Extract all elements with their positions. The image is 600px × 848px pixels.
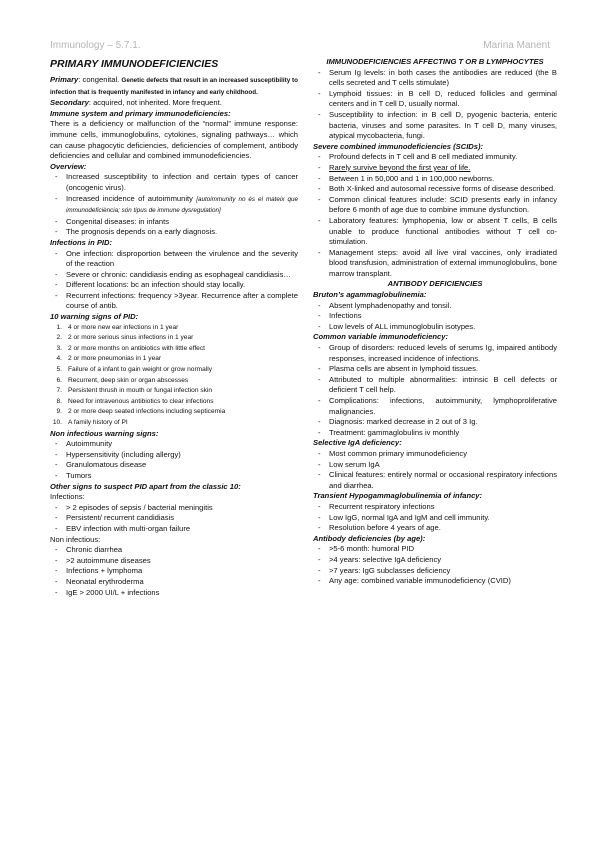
page-header [50, 40, 550, 51]
noninf-list [50, 439, 298, 481]
list-item: - Recurrent infections: frequency >3year. Recurrence after a complete course of antib. [50, 291, 298, 312]
list-item: 8. Need for intravenous antibiotics to clear infections [56, 397, 214, 405]
list-item: 5. Failure of a infant to gain weight or grow normally [56, 366, 213, 374]
list-item: - Between 1 in 50,000 and 1 in 100,000 newborns. [313, 174, 557, 185]
thi-list [313, 502, 557, 534]
list-item: - >5-6 month: humoral PID [313, 544, 557, 555]
list-item: - Lymphoid tissues: in B cell D, reduced follicles and germinal centers and in T cell D, usually normal. [313, 89, 557, 110]
list-item: - Clinical features: entirely normal or occasional respiratory infections and diarrhea. [313, 470, 557, 491]
warning-list [50, 323, 298, 429]
bruton-list [313, 301, 557, 333]
overview-note: [autoimmunity no és el mateix que immunodeficiència; són tipus de immune dysregulation] [66, 195, 298, 215]
list-item: - Serum Ig levels: in both cases the antibodies are reduced (the B cells secreted and T cells stimulate) [313, 68, 557, 89]
list-item: - Susceptibility to infection: in B cell D, pyogenic bacteria, enteric bacteria, viruses and some parasites. In T cell D, many viruses, atypical mycobacteria, fungi. [313, 110, 557, 142]
other-heading: Other signs to suspect PID apart from the classic 10: [50, 481, 241, 491]
list-item: - Group of disorders: reduced levels of serums Ig, impaired antibody responses, increased incidence of infections. [313, 343, 557, 364]
list-item: - Hypersensitivity (including allergy) [50, 450, 298, 461]
thi-heading: Transient Hypogammaglobulinemia of infancy: [313, 491, 483, 501]
other-infections-list [50, 503, 298, 535]
list-item: - Resolution before 4 years of age. [313, 523, 557, 534]
secondary-label: Secondary [50, 98, 89, 108]
iga-heading: Selective IgA deficiency: [313, 438, 402, 448]
list-item: 9. 2 or more deep seated infections including septicemia [56, 408, 226, 416]
list-item: - IgE > 2000 UI/L + infections [50, 588, 298, 599]
left-column [50, 57, 298, 598]
primary-definition [50, 75, 298, 98]
list-item: - Persistent/ recurrent candidiasis [50, 513, 298, 524]
list-item: - Treatment: gammaglobulins iv monthly [313, 428, 557, 439]
other-noninf-list [50, 545, 298, 598]
list-item: - Infections + lymphoma [50, 566, 298, 577]
list-item: 7. Persistent thrush in mouth or fungal infection skin [56, 387, 213, 395]
immune-text: There is a deficiency or malfunction of the “normal” immune response: immune cells, immunoglobulins, cytokines, signaling pathways… which can cause phagocytic deficiencies, deficiencies of complement, antibody deficiencies and cellular and combined immunodeficiencies. [50, 119, 298, 161]
list-item: - Different locations: bc an infection should stay locally. [50, 280, 298, 291]
list-item: - The prognosis depends on a early diagnosis. [50, 227, 298, 238]
list-item: - >7 years: IgG subclasses deficiency [313, 566, 557, 577]
tb-heading: IMMUNODEFICIENCIES AFFECTING T OR B LYMPHOCYTES [326, 57, 544, 66]
list-item: - Autoimmunity [50, 439, 298, 450]
list-item: - Chronic diarrhea [50, 545, 298, 556]
secondary-value: : acquired, not inherited. More frequent. [88, 98, 222, 108]
list-item: - Any age: combined variable immunodeficiency (CVID) [313, 576, 557, 587]
list-item: 10. A family history of PI [52, 419, 128, 426]
cvid-list [313, 343, 557, 438]
primary-detail: Genetic defects that result in an increased susceptibility to infection that is frequently manifested in infancy and early childhood. [50, 77, 298, 96]
list-item: - Most common primary immunodeficiency [313, 449, 557, 460]
overview-heading: Overview: [50, 161, 87, 171]
list-item: - Complications: infections, autoimmunity, lymphoproliferative malignancies. [313, 396, 557, 417]
list-item: - Absent lymphadenopathy and tonsil. [313, 301, 557, 312]
list-item: - Low IgG, normal IgA and IgM and cell immunity. [313, 513, 557, 524]
list-item: - EBV infection with multi-organ failure [50, 524, 298, 535]
list-item: - Low serum IgA [313, 460, 557, 471]
header-author: Marina Manent [483, 40, 550, 51]
list-item: - Both X-linked and autosomal recessive forms of disease described. [313, 184, 557, 195]
list-item: - Severe or chronic: candidiasis ending as esophageal candidiasis… [50, 270, 298, 281]
header-course: Immunology – 5.7.1. [50, 40, 141, 51]
list-item: - Management steps: avoid all live viral vaccines, only irradiated blood transfusion, administration of external immunoglobulins, bone marrow transplant. [313, 248, 557, 280]
list-item: - Low levels of ALL immunoglobulin isotypes. [313, 322, 557, 333]
list-item: 4. 2 or more pneumonias in 1 year [56, 355, 162, 363]
secondary-definition [50, 98, 298, 109]
list-item: - Increased susceptibility to infection and certain types of cancer (oncogenic virus). [50, 172, 298, 193]
list-item: - Congenital diseases: in infants [50, 217, 298, 228]
list-item: 6. Recurrent, deep skin or organ abscesses [56, 376, 189, 384]
right-column [313, 57, 557, 587]
list-item: - Attributed to multiple abnormalities: intrinsic B cell defects or deficient T cell help. [313, 375, 557, 396]
cvid-heading: Common variable immunodeficiency: [313, 332, 449, 342]
other-noninf-label: Non infectious: [50, 534, 101, 544]
overview-list [50, 172, 298, 238]
ab-heading: ANTIBODY DEFICIENCIES [387, 279, 483, 289]
scid-heading: Severe combined immunodeficiencies (SCIDs): [313, 141, 484, 151]
list-item: - Diagnosis: marked decrease in 2 out of 3 Ig. [313, 417, 557, 428]
list-item: - Neonatal erythroderma [50, 577, 298, 588]
infections-list [50, 249, 298, 313]
list-item: - One infection: disproportion between the virulence and the severity of the reaction [50, 249, 298, 270]
list-item: 1. 4 or more new ear infections in 1 year [56, 323, 179, 331]
infections-heading: Infections in PID: [50, 237, 113, 247]
bruton-heading: Bruton’s agammaglobulinemia: [313, 290, 427, 300]
page-title: PRIMARY IMMUNODEFICIENCIES [50, 58, 219, 70]
list-item: - >2 autoimmune diseases [50, 556, 298, 567]
age-list [313, 544, 557, 586]
tb-list [313, 68, 557, 142]
warning-heading: 10 warning signs of PID: [50, 312, 139, 322]
other-infections-label: Infections: [50, 492, 85, 502]
list-item: - Common clinical features include: SCID presents early in infancy before 6 month of age due to combine immune dysfunction. [313, 195, 557, 216]
list-item: - Laboratory features: lymphopenia, low or absent T cells, B cells unable to produce functional antibodies without T cell co-stimulation. [313, 216, 557, 248]
list-item: - Tumors [50, 471, 298, 482]
list-item: - Plasma cells are absent in lymphoid tissues. [313, 364, 557, 375]
list-item: 2. 2 or more serious sinus infections in 1 year [56, 334, 194, 342]
list-item: - Rarely survive beyond the first year of life. [313, 163, 557, 174]
scid-list [313, 152, 557, 279]
list-item: - >4 years: selective IgA deficiency [313, 555, 557, 566]
list-item: - Infections [313, 311, 557, 322]
list-item: 3. 2 or more months on antibiotics with little effect [56, 344, 205, 352]
age-heading: Antibody deficiencies (by age): [313, 533, 426, 543]
list-item: - Granulomatous disease [50, 460, 298, 471]
list-item: - Profound defects in T cell and B cell mediated immunity. [313, 152, 557, 163]
primary-value: : congenital. [78, 75, 120, 84]
list-item: - Recurrent respiratory infections [313, 502, 557, 513]
iga-list [313, 449, 557, 491]
list-item: - > 2 episodes of sepsis / bacterial meningitis [50, 503, 298, 514]
list-item: - Increased incidence of autoimmunity [autoimmunity no és el mateix que immunodeficiència; són tipus de immune dysregulation] [50, 194, 298, 217]
noninf-heading: Non infectious warning signs: [50, 428, 159, 438]
primary-label: Primary [50, 75, 79, 84]
immune-heading: Immune system and primary immunodeficiencies: [50, 108, 231, 118]
